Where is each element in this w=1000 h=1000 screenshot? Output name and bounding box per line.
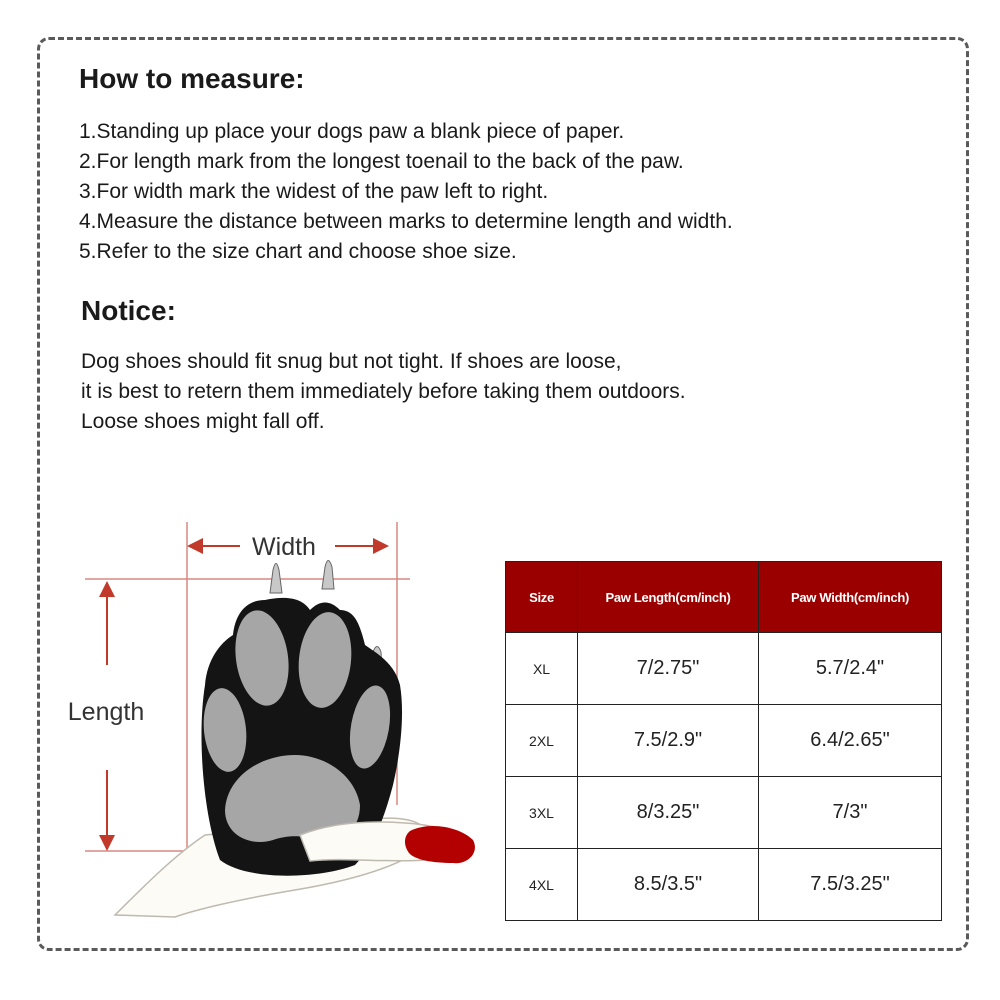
notice-text — [81, 347, 686, 437]
width-label: Width — [252, 533, 316, 561]
notice-line: Loose shoes might fall off. — [81, 410, 325, 433]
measure-heading: How to measure: — [79, 63, 305, 94]
length-cell: 7.5/2.9" — [578, 705, 759, 777]
header-size: Size — [506, 562, 578, 633]
length-label: Length — [67, 698, 145, 726]
size-cell: 3XL — [506, 777, 578, 849]
header-paw-width: Paw Width(cm/inch) — [759, 562, 942, 633]
table-row — [506, 777, 942, 849]
notice-heading: Notice: — [81, 295, 176, 326]
measure-step: 2.For length mark from the longest toenail to the back of the paw. — [79, 150, 684, 173]
notice-line: Dog shoes should fit snug but not tight. If shoes are loose, — [81, 350, 622, 373]
paw-measure-diagram — [55, 515, 495, 925]
header-paw-length: Paw Length(cm/inch) — [578, 562, 759, 633]
size-cell: 4XL — [506, 849, 578, 921]
notice-line: it is best to retern them immediately before taking them outdoors. — [81, 380, 686, 403]
width-cell: 7/3" — [759, 777, 942, 849]
table-row — [506, 633, 942, 705]
table-row — [506, 705, 942, 777]
length-cell: 8.5/3.5" — [578, 849, 759, 921]
width-cell: 6.4/2.65" — [759, 705, 942, 777]
table-header-row — [506, 562, 942, 633]
measure-step: 3.For width mark the widest of the paw left to right. — [79, 180, 549, 203]
measure-step: 4.Measure the distance between marks to determine length and width. — [79, 210, 733, 233]
table-row — [506, 849, 942, 921]
toenail — [270, 564, 282, 594]
measure-steps — [79, 117, 733, 267]
toenail — [322, 561, 334, 590]
width-cell: 7.5/3.25" — [759, 849, 942, 921]
size-chart-table — [505, 561, 942, 921]
width-cell: 5.7/2.4" — [759, 633, 942, 705]
size-cell: XL — [506, 633, 578, 705]
size-cell: 2XL — [506, 705, 578, 777]
length-cell: 8/3.25" — [578, 777, 759, 849]
measure-step: 1.Standing up place your dogs paw a blank piece of paper. — [79, 120, 625, 143]
measure-step: 5.Refer to the size chart and choose shoe size. — [79, 240, 517, 263]
length-cell: 7/2.75" — [578, 633, 759, 705]
